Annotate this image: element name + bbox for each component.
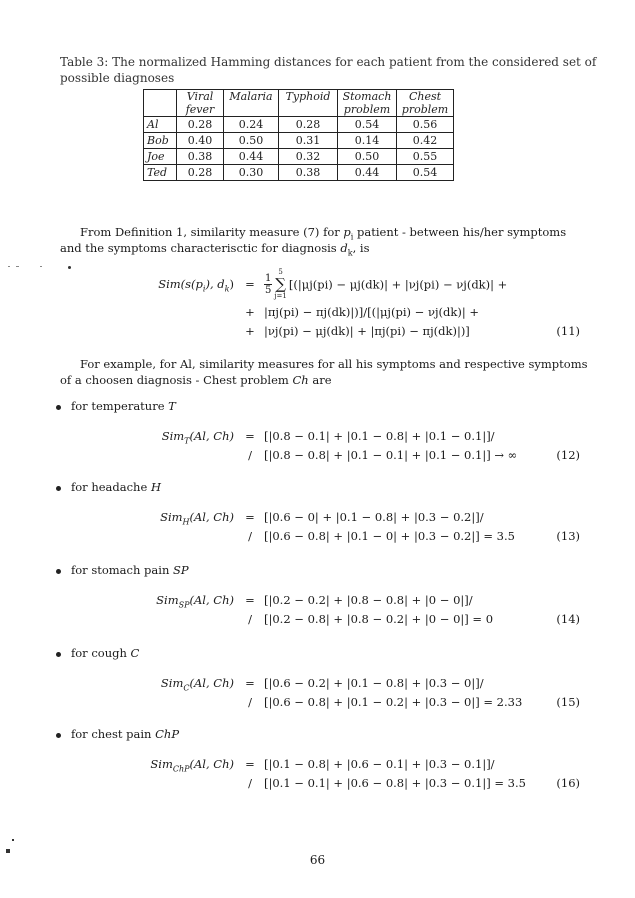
table-cell: 0.50 — [338, 149, 397, 165]
equation-13-lhs — [60, 510, 240, 524]
sum-upper: 5 — [278, 267, 283, 276]
math-var: p — [343, 225, 351, 239]
equation-11-equals: = — [245, 277, 255, 291]
bullet-text: for stomach pain — [71, 563, 174, 577]
equation-13-divide: / — [248, 528, 252, 543]
text: of a choosen diagnosis - Chest problem — [60, 373, 293, 387]
fraction-numerator: 1 — [265, 272, 272, 284]
text: From Definition 1, similarity measure (7) for — [80, 225, 344, 239]
bullet-item-temperature — [56, 398, 176, 414]
fraction-denominator: 5 — [265, 284, 272, 296]
equation-13-denominator: [|0.6 − 0.8| + |0.1 − 0| + |0.3 − 0.2|] = 3.5 — [264, 528, 515, 543]
table-row — [144, 149, 454, 165]
equation-text: [(|μj(pi) − μj(dk)| + |νj(pi) − νj(dk)| + — [288, 277, 508, 291]
math-sub: k — [347, 248, 353, 258]
equation-11 — [60, 266, 580, 340]
equation-14-lhs — [60, 593, 240, 607]
caption-line-1: Table 3: The normalized Hamming distances for each patient from the considered set of — [60, 55, 597, 69]
equation-15-lhs — [60, 676, 240, 690]
paragraph-line — [60, 240, 600, 256]
math-sub: T — [184, 435, 190, 445]
table-cell: 0.28 — [279, 117, 338, 133]
equation-number: (15) — [556, 694, 580, 709]
table-header-typhoid — [279, 90, 338, 117]
equation-15-row-2 — [60, 692, 580, 711]
math-var: C — [130, 646, 140, 660]
header-text: Typhoid — [285, 90, 331, 103]
bullet-item-chest-pain — [56, 726, 179, 742]
bullet-icon — [56, 733, 61, 738]
table-header-viral-fever — [177, 90, 224, 117]
math-sub: H — [182, 516, 190, 526]
math-sub: C — [183, 682, 190, 692]
equation-11-row-3 — [60, 321, 580, 340]
equation-14-divide: / — [248, 611, 252, 626]
header-text: Viral — [186, 90, 214, 103]
table-header-corner — [144, 90, 177, 117]
equation-11-row-1 — [60, 266, 580, 302]
math-var: H — [150, 480, 161, 494]
math-var: ChP — [155, 727, 180, 741]
equation-number: (11) — [556, 323, 580, 338]
hamming-distance-table — [143, 89, 454, 181]
bullet-icon — [56, 652, 61, 657]
math-sub: ChP — [172, 763, 190, 773]
equation-16-row-2 — [60, 773, 580, 792]
equation-16-divide: / — [248, 775, 252, 790]
table-cell: 0.54 — [338, 117, 397, 133]
table-cell: 0.24 — [224, 117, 279, 133]
equation-14-row-2 — [60, 609, 580, 628]
table-header-chest-problem — [397, 90, 454, 117]
table-cell: 0.38 — [177, 149, 224, 165]
bullet-text: for temperature — [71, 399, 169, 413]
equation-13-row-2 — [60, 526, 580, 545]
math-text: Sim — [161, 428, 185, 443]
bullet-text: for headache — [71, 480, 151, 494]
equation-11-plus: + — [245, 323, 255, 338]
sum-lower: j=1 — [274, 291, 287, 300]
table-cell: 0.44 — [224, 149, 279, 165]
paragraph-example — [60, 356, 600, 388]
header-text: fever — [185, 103, 215, 116]
scan-speck — [16, 266, 19, 267]
header-text: Malaria — [229, 90, 273, 103]
table-cell: 0.32 — [279, 149, 338, 165]
equation-15-equals: = — [245, 675, 255, 690]
equation-number: (12) — [556, 447, 580, 462]
equation-11-line-3: |νj(pi) − μj(dk)| + |πj(pi) − πj(dk)|)] — [264, 323, 470, 338]
equation-13-numerator: [|0.6 − 0| + |0.1 − 0.8| + |0.3 − 0.2|]/ — [264, 509, 484, 524]
equation-14-denominator: [|0.2 − 0.8| + |0.8 − 0.2| + |0 − 0|] = 0 — [264, 611, 494, 626]
equation-14 — [60, 590, 580, 628]
equation-16-denominator: [|0.1 − 0.1| + |0.6 − 0.8| + |0.3 − 0.1|] = 3.5 — [264, 775, 526, 790]
paragraph-line: For example, for Al, similarity measures for all his symptoms and respective symptoms — [80, 357, 588, 371]
math-text: (Al, Ch) — [189, 756, 234, 771]
table-row — [144, 165, 454, 181]
equation-12-numerator: [|0.8 − 0.1| + |0.1 − 0.8| + |0.1 − 0.1|]/ — [264, 428, 495, 443]
math-var: T — [168, 399, 176, 413]
table-header-row — [144, 90, 454, 117]
math-text: Sim — [150, 756, 173, 771]
equation-11-line-1 — [260, 268, 544, 301]
equation-12-equals: = — [245, 428, 255, 443]
header-text: problem — [343, 103, 391, 116]
page-number: 66 — [309, 853, 326, 867]
equation-13-equals: = — [245, 509, 255, 524]
bullet-icon — [56, 405, 61, 410]
equation-16-equals: = — [245, 756, 255, 771]
text: patient - between his/her symptoms — [353, 225, 567, 239]
math-sub: i — [350, 232, 354, 242]
scan-speck — [12, 839, 14, 841]
math-text: Sim — [160, 509, 183, 524]
equation-number: (13) — [556, 528, 580, 543]
equation-11-row-2 — [60, 302, 580, 321]
row-label: Bob — [144, 133, 177, 149]
equation-number: (14) — [556, 611, 580, 626]
row-label: Ted — [144, 165, 177, 181]
table-row — [144, 133, 454, 149]
equation-11-plus: + — [245, 304, 255, 319]
header-text: problem — [401, 103, 449, 116]
equation-15-row-1 — [60, 673, 580, 692]
table-cell: 0.50 — [224, 133, 279, 149]
row-label: Joe — [144, 149, 177, 165]
math-sub: k — [224, 284, 230, 294]
equation-14-numerator: [|0.2 − 0.2| + |0.8 − 0.8| + |0 − 0|]/ — [264, 592, 473, 607]
table-cell: 0.55 — [397, 149, 454, 165]
equation-15 — [60, 673, 580, 711]
equation-12-divide: / — [248, 447, 252, 462]
equation-15-divide: / — [248, 694, 252, 709]
header-text: Stomach — [342, 90, 392, 103]
paragraph-definition — [60, 224, 600, 256]
table-header-stomach-problem — [338, 90, 397, 117]
row-label: Al — [144, 117, 177, 133]
table-row — [144, 117, 454, 133]
equation-16-numerator: [|0.1 − 0.8| + |0.6 − 0.1| + |0.3 − 0.1|]/ — [264, 756, 495, 771]
equation-15-denominator: [|0.6 − 0.8| + |0.1 − 0.2| + |0.3 − 0|] = 2.33 — [264, 694, 523, 709]
equation-16 — [60, 754, 580, 792]
table-cell: 0.42 — [397, 133, 454, 149]
bullet-icon — [56, 486, 61, 491]
equation-14-row-1 — [60, 590, 580, 609]
equation-13 — [60, 507, 580, 545]
math-text: ), d — [205, 277, 225, 291]
table-cell: 0.44 — [338, 165, 397, 181]
equation-14-equals: = — [245, 592, 255, 607]
equation-12-lhs — [60, 429, 240, 443]
math-text: (Al, Ch) — [189, 592, 234, 607]
text: and the symptoms characterisctic for diagnosis — [60, 241, 341, 255]
math-text: (Al, Ch) — [189, 675, 234, 690]
math-sub: SP — [178, 599, 190, 609]
bullet-item-headache — [56, 479, 161, 495]
equation-number: (16) — [556, 775, 580, 790]
equation-16-lhs — [60, 757, 240, 771]
paragraph-line — [60, 224, 600, 240]
table-cell: 0.31 — [279, 133, 338, 149]
text: , is — [352, 241, 370, 255]
equation-12-denominator: [|0.8 − 0.8| + |0.1 − 0.1| + |0.1 − 0.1|] → ∞ — [264, 447, 518, 462]
scan-speck — [8, 266, 10, 267]
table-cell: 0.40 — [177, 133, 224, 149]
text: are — [308, 373, 332, 387]
table-cell: 0.54 — [397, 165, 454, 181]
paragraph-line — [60, 372, 600, 388]
equation-12-row-1 — [60, 426, 580, 445]
header-text: Chest — [408, 90, 442, 103]
equation-11-lhs — [60, 277, 240, 294]
scan-speck — [40, 266, 42, 267]
math-sub: i — [202, 284, 206, 294]
table-cell: 0.14 — [338, 133, 397, 149]
math-text: Sim — [156, 592, 179, 607]
bullet-text: for chest pain — [71, 727, 156, 741]
summation-symbol: 5 ∑ j=1 — [274, 267, 287, 300]
equation-15-numerator: [|0.6 − 0.2| + |0.1 − 0.8| + |0.3 − 0|]/ — [264, 675, 484, 690]
bullet-item-stomach-pain — [56, 562, 189, 578]
math-var: d — [340, 241, 348, 255]
table-cell: 0.38 — [279, 165, 338, 181]
equation-11-line-2: |πj(pi) − πj(dk)|)]/[(|μj(pi) − νj(dk)| + — [264, 304, 479, 319]
math-text: ) — [229, 277, 234, 291]
equation-12-row-2 — [60, 445, 580, 464]
table-caption — [60, 54, 600, 86]
math-text: (Al, Ch) — [189, 509, 234, 524]
bullet-item-cough — [56, 645, 139, 661]
math-var: SP — [173, 563, 189, 577]
equation-13-row-1 — [60, 507, 580, 526]
math-text: Sim — [160, 675, 184, 690]
caption-line-2: possible diagnoses — [60, 71, 175, 85]
math-var: Ch — [292, 373, 309, 387]
bullet-icon — [56, 569, 61, 574]
fraction-one-fifth — [264, 273, 272, 296]
equation-16-row-1 — [60, 754, 580, 773]
bullet-text: for cough — [71, 646, 131, 660]
table-cell: 0.56 — [397, 117, 454, 133]
table-cell: 0.28 — [177, 117, 224, 133]
table-header-malaria — [224, 90, 279, 117]
table-cell: 0.30 — [224, 165, 279, 181]
table-cell: 0.28 — [177, 165, 224, 181]
equation-12 — [60, 426, 580, 464]
math-text: Sim(s(p — [158, 277, 203, 291]
math-text: (Al, Ch) — [189, 428, 234, 443]
